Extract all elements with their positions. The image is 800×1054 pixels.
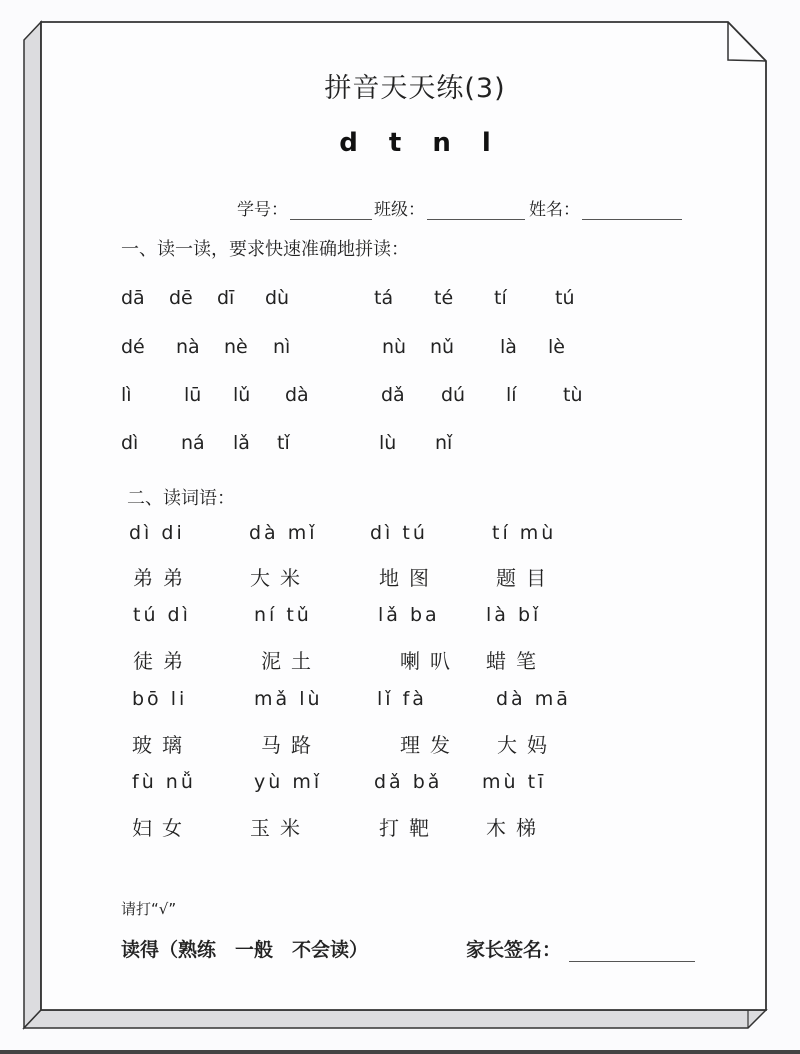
word-hanzi: 木梯 [486, 816, 546, 840]
syllable: tá [374, 287, 394, 309]
word-pinyin: là bǐ [486, 604, 542, 626]
syllable: nǐ [435, 432, 453, 454]
syllable: lū [184, 384, 202, 406]
syllable: lè [548, 336, 565, 358]
word-pinyin: lǎ ba [378, 604, 440, 626]
reading-rating[interactable]: 读得（熟练 一般 不会读） [121, 939, 369, 961]
word-hanzi: 泥土 [261, 649, 321, 673]
word-hanzi: 妇女 [132, 816, 192, 840]
syllable: lì [121, 384, 132, 406]
target-letters: d t n l [339, 128, 491, 158]
worksheet-title: 拼音天天练(3) [324, 73, 506, 104]
word-hanzi: 大妈 [497, 733, 557, 757]
syllable: dé [121, 336, 145, 358]
word-pinyin: lǐ fà [377, 688, 427, 710]
word-hanzi: 喇叭 [400, 649, 460, 673]
word-hanzi: 打靶 [379, 816, 439, 840]
syllable: tù [563, 384, 583, 406]
word-pinyin: dǎ bǎ [374, 771, 443, 793]
class-label: 班级： [374, 200, 425, 220]
syllable: lí [506, 384, 517, 406]
class-blank[interactable] [427, 203, 525, 220]
word-pinyin: yù mǐ [254, 771, 323, 793]
syllable: dú [441, 384, 466, 406]
parent-signature-label: 家长签名： [466, 939, 562, 961]
syllable: lǔ [233, 384, 251, 406]
syllable: nà [176, 336, 200, 358]
syllable: dā [121, 287, 145, 309]
syllable: dī [217, 287, 235, 309]
word-hanzi: 玻璃 [132, 733, 192, 757]
syllable: nè [224, 336, 248, 358]
word-pinyin: bō li [132, 688, 188, 710]
syllable: dù [265, 287, 290, 309]
syllable: dà [285, 384, 309, 406]
word-hanzi: 玉米 [250, 816, 310, 840]
word-pinyin: fù nǚ [132, 771, 196, 793]
section2-heading: 二、读词语： [127, 488, 235, 509]
syllable: lù [379, 432, 397, 454]
section1-heading: 一、读一读，要求快速准确地拼读： [121, 239, 409, 260]
name-blank[interactable] [582, 203, 682, 220]
syllable: dì [121, 432, 139, 454]
word-pinyin: mǎ lù [254, 688, 323, 710]
syllable: dǎ [381, 384, 405, 406]
word-hanzi: 理发 [400, 733, 460, 757]
word-hanzi: 大米 [250, 566, 310, 590]
parent-signature [466, 935, 697, 962]
word-hanzi: 马路 [261, 733, 321, 757]
check-hint: 请打“√” [121, 900, 177, 918]
word-hanzi: 弟弟 [133, 566, 193, 590]
word-pinyin: dà mǐ [249, 522, 318, 544]
syllable: nù [382, 336, 407, 358]
word-pinyin: mù tī [482, 771, 547, 793]
syllable: dē [169, 287, 193, 309]
syllable: là [500, 336, 517, 358]
word-hanzi: 徒弟 [133, 649, 193, 673]
syllable: tǐ [277, 432, 290, 454]
syllable: ná [181, 432, 205, 454]
syllable: té [434, 287, 454, 309]
parent-signature-blank[interactable] [569, 941, 695, 962]
syllable: tú [555, 287, 575, 309]
word-pinyin: ní tǔ [254, 604, 312, 626]
word-pinyin: tí mù [492, 522, 557, 544]
syllable: nì [273, 336, 291, 358]
syllable: lǎ [233, 432, 250, 454]
name-label: 姓名： [529, 200, 580, 220]
word-hanzi: 蜡笔 [486, 649, 546, 673]
student-info-fields [237, 195, 684, 220]
word-hanzi: 题目 [496, 566, 556, 590]
student-number-blank[interactable] [290, 203, 372, 220]
syllable: nǔ [430, 336, 455, 358]
word-pinyin: dì di [129, 522, 185, 544]
bottom-edge [0, 1050, 800, 1054]
word-pinyin: tú dì [133, 604, 191, 626]
student-number-label: 学号： [237, 200, 288, 220]
word-pinyin: dì tú [370, 522, 428, 544]
word-hanzi: 地图 [379, 566, 439, 590]
word-pinyin: dà mā [496, 688, 571, 710]
syllable: tí [494, 287, 507, 309]
